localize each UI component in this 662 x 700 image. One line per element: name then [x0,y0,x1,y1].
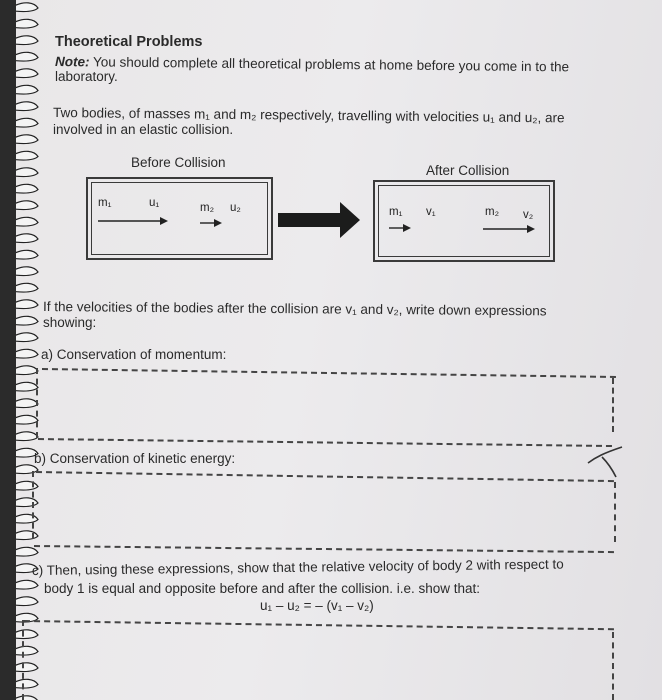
binding-coil [16,250,38,259]
binding-coil [16,184,38,193]
binding-coil [16,316,38,325]
binding-coil [16,69,38,78]
note-text: You should complete all theoretical problems at home before you come in to the [92,54,570,75]
binding-coil [16,663,38,672]
binding-coil [16,333,38,342]
binding-coil [16,547,38,556]
part-b-label: b) Conservation of kinetic energy: [34,451,236,466]
binding-coil [16,382,38,391]
before-m1-label: m₁ [98,197,112,209]
worksheet-page [16,0,662,700]
before-velocity-arrow-1 [98,215,168,227]
after-m1-label: m₁ [389,206,403,218]
after-v1-label: v₁ [426,206,436,218]
binding-coil [16,432,38,441]
before-velocity-arrow-2 [200,217,222,229]
binding-coil [16,234,38,243]
binding-coil [16,135,38,144]
handwritten-pen-mark [586,443,626,479]
part-a-label: a) Conservation of momentum: [41,347,227,362]
binding-coil [16,366,38,375]
before-u1-label: u₁ [149,197,160,209]
question-line-1: If the velocities of the bodies after the collision are v₁ and v₂, write down expressions [42,299,547,319]
binding-coil [16,102,38,111]
binding-coil [16,3,38,12]
binding-coil [16,300,38,309]
binding-coil [16,531,38,540]
intro-line-2: involved in an elastic collision. [53,122,234,137]
binding-coil [16,646,38,655]
binding-coil [16,168,38,177]
note-line-2: laboratory. [55,69,118,84]
note-label: Note: [54,54,90,70]
part-c-line-1: c) Then, using these expressions, show that the relative velocity of body 2 with respect to [31,556,564,578]
after-velocity-arrow-1 [389,222,411,234]
equation: u₁ – u₂ = – (v₁ – v₂) [260,598,374,613]
part-c-line-2: body 1 is equal and opposite before and after the collision. i.e. show that: [44,581,481,596]
after-velocity-arrow-2 [483,223,535,235]
before-collision-box [86,177,273,260]
after-v2-label: v₂ [523,209,534,221]
intro-line-1: Two bodies, of masses m₁ and m₂ respectively, travelling with velocities u₁ and u₂, are [52,105,565,126]
binding-coil [16,630,38,639]
binding-coil [16,19,38,28]
binding-coil [16,151,38,160]
collision-direction-arrow [278,202,360,238]
binding-coil [16,85,38,94]
binding-coil [16,696,38,700]
after-collision-title: After Collision [426,163,510,178]
binding-coil [16,118,38,127]
binding-coil [16,399,38,408]
binding-coil [16,415,38,424]
binding-coil [16,349,38,358]
binding-coil [16,481,38,490]
after-collision-box [373,180,555,262]
binding-coil [16,679,38,688]
binding-coil [16,514,38,523]
before-m2-label: m₂ [200,202,215,214]
binding-coil [16,498,38,507]
binding-coil [16,597,38,606]
after-m2-label: m₂ [485,206,500,218]
before-u2-label: u₂ [230,202,241,214]
binding-coil [16,267,38,276]
before-collision-title: Before Collision [131,155,226,170]
page-title: Theoretical Problems [55,34,203,50]
binding-coil [16,580,38,589]
note-line-1 [55,53,569,75]
binding-coil [16,201,38,210]
binding-coil [16,52,38,61]
binding-coil [16,283,38,292]
question-line-2: showing: [43,315,97,330]
binding-coil [16,36,38,45]
binding-coil [16,217,38,226]
